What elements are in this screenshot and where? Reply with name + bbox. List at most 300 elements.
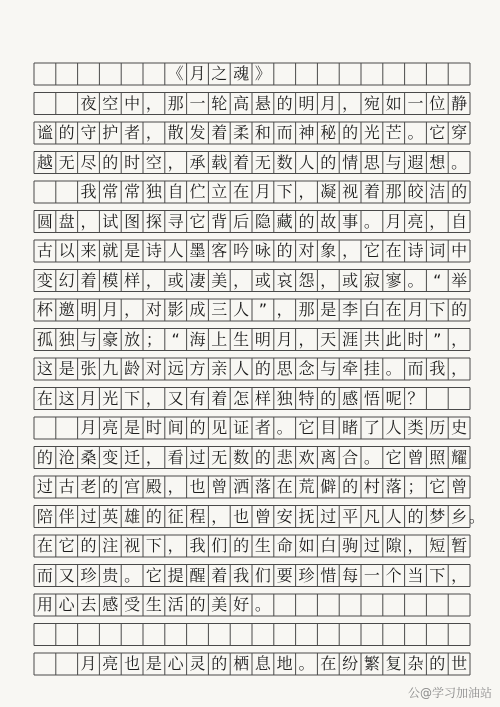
essay-char: 对 [145,359,162,378]
essay-char: 夜 [80,93,97,113]
essay-char: 举 [451,270,468,290]
essay-char: 。 [385,359,402,378]
essay-char: 英 [102,506,119,526]
essay-char: 的 [451,300,468,319]
essay-char: 的 [58,123,75,142]
essay-char: 明 [254,329,271,349]
essay-char: 客 [211,241,228,260]
essay-char: 间 [167,418,184,437]
essay-char: 曾 [407,447,424,467]
essay-char: 位 [429,93,446,113]
essay-char: 九 [102,359,119,378]
essay-char: 历 [429,418,446,437]
essay-char: 牵 [342,359,359,378]
essay-char: 过 [363,536,380,555]
essay-char: 与 [385,152,402,172]
essay-char: 守 [80,123,97,142]
essay-char: 们 [211,536,228,555]
essay-char: ， [451,359,468,378]
essay-char: 暂 [451,536,468,555]
essay-char: ， [451,565,468,585]
essay-char: 无 [211,447,228,467]
essay-char: 它 [58,536,75,555]
essay-char: ， [145,270,162,290]
essay-char: 感 [102,595,119,614]
essay-char: 。 [407,270,424,290]
essay-char: 纷 [342,654,359,673]
essay-char: 遐 [407,152,424,172]
essay-char: 影 [167,300,184,319]
essay-char: 着 [363,182,380,201]
essay-char: 受 [124,595,141,614]
essay-char: 它 [363,241,380,260]
essay-char: 孤 [36,329,53,349]
essay-char: 珍 [298,565,315,585]
essay-char: 驹 [342,536,359,555]
essay-char: 命 [276,536,293,555]
essay-char: 又 [167,388,184,408]
essay-char: ， [80,211,97,231]
essay-char: 灵 [189,654,206,673]
essay-char: 在 [276,477,293,496]
essay-char: 载 [211,152,228,172]
essay-char: 谧 [36,123,53,142]
essay-char: 幻 [58,270,75,290]
essay-char: 月 [276,329,293,349]
essay-char: 那 [385,182,402,201]
essay-char: 乡 [451,506,468,526]
essay-char: 象 [320,241,337,260]
essay-char: 人 [233,300,250,319]
essay-char: 柔 [233,123,250,142]
essay-char: 芒 [385,123,402,142]
essay-char: 共 [363,329,380,349]
essay-char: 视 [342,182,359,201]
essay-char: 寂 [363,270,380,290]
essay-char: 生 [145,595,162,614]
essay-char: 下 [145,536,162,555]
essay-char: 月 [80,418,97,437]
essay-char: 的 [320,152,337,172]
essay-char: 光 [102,388,119,408]
essay-char: 三 [211,300,228,319]
essay-char: 的 [145,506,162,526]
essay-char: 那 [298,300,315,319]
essay-char: 人 [233,359,250,378]
essay-char: 僻 [320,477,337,496]
essay-char: 曾 [254,506,271,526]
essay-char: 无 [58,152,75,172]
essay-char: 目 [320,418,337,437]
essay-char: 》 [254,64,271,83]
essay-char: ， [145,93,162,113]
essay-char: 。 [276,418,293,437]
essay-char: 一 [189,93,206,113]
essay-char: ； [407,477,424,496]
essay-char: 之 [211,64,228,83]
essay-char: 圆 [36,211,53,231]
essay-char: 思 [276,359,293,378]
essay-char: 的 [189,595,206,614]
essay-char: 美 [211,595,228,614]
essay-char: 故 [320,211,337,231]
essay-char: 白 [363,300,380,319]
essay-char: 在 [320,654,337,673]
essay-char: 越 [36,152,53,172]
essay-char: 我 [189,536,206,555]
essay-char: 常 [102,182,119,201]
essay-char: 是 [124,418,141,437]
essay-char: 史 [451,418,468,437]
essay-char: 是 [145,654,162,673]
essay-char: 情 [342,152,359,172]
essay-char: 时 [407,329,424,349]
essay-char: 提 [167,565,184,585]
essay-char: 或 [342,270,359,290]
essay-char: 下 [276,182,293,201]
essay-char: 中 [451,241,468,260]
essay-char: 涯 [342,329,359,349]
essay-char: 宫 [124,477,141,496]
essay-char: 立 [211,182,228,201]
essay-char: 是 [320,300,337,319]
essay-char: 惜 [320,565,337,585]
essay-char: 独 [58,329,75,349]
essay-char: 生 [233,329,250,349]
essay-char: 下 [429,565,446,585]
essay-char: ， [298,182,315,201]
essay-char: ， [145,447,162,467]
essay-char: 空 [145,152,162,172]
essay-char: 吟 [233,241,250,260]
essay-char: 落 [254,477,271,496]
essay-char: “ [171,329,180,349]
essay-char: 桑 [80,447,97,467]
essay-char: 的 [451,182,468,201]
essay-char: 数 [233,447,250,467]
essay-char: 月 [80,388,97,408]
essay-char: ， [429,211,446,231]
essay-char: 寥 [385,270,402,290]
essay-char: ， [342,93,359,113]
essay-char: 抚 [298,506,315,526]
essay-char: 的 [342,477,359,496]
essay-char: 着 [80,270,97,290]
essay-char: 古 [36,241,53,260]
essay-char: 穿 [451,123,468,142]
essay-char: 的 [254,359,271,378]
essay-char: ” [433,329,442,349]
essay-char: 一 [363,565,380,585]
essay-char: 人 [385,418,402,437]
essay-char: 老 [80,477,97,496]
essay-char: 月 [385,211,402,231]
essay-char: ， [298,329,315,349]
essay-char: 生 [254,536,271,555]
essay-char: 以 [58,241,75,260]
essay-char: 要 [276,565,293,585]
essay-char: 过 [80,506,97,526]
essay-char: 洁 [429,182,446,201]
essay-char: 。 [407,123,424,142]
essay-char: 怨 [298,270,315,290]
essay-char: 如 [385,93,402,113]
essay-char: 魂 [233,64,250,83]
essay-char: ” [258,300,268,319]
essay-char: 静 [451,93,468,113]
essay-char: 寻 [167,211,184,231]
essay-char: 模 [102,270,119,290]
essay-char: 伫 [189,182,206,201]
essay-char: 程 [189,506,206,526]
essay-char: 梦 [429,506,446,526]
essay-char: 用 [36,595,53,614]
essay-char: 的 [211,654,228,673]
essay-char: 图 [124,211,141,231]
essay-char: 醒 [189,565,206,585]
essay-char: 龄 [124,359,141,378]
essay-char: 也 [233,506,250,526]
essay-char: 的 [189,418,206,437]
essay-char: 古 [58,477,75,496]
essay-char: 。 [468,506,485,526]
essay-char: 悬 [254,93,271,113]
essay-char: 而 [276,123,293,142]
essay-char: 去 [80,595,97,614]
essay-char: 放 [124,329,141,349]
essay-char: 皎 [407,182,424,201]
essay-char: 悟 [363,388,380,408]
essay-char: 下 [429,300,446,319]
essay-char: 念 [298,359,315,378]
essay-char: 荒 [298,477,315,496]
essay-char: 耀 [451,447,468,467]
essay-char: 思 [363,152,380,172]
essay-char: 张 [80,359,97,378]
essay-char: 而 [36,565,53,585]
essay-char: 的 [276,93,293,113]
essay-char: 凄 [189,270,206,290]
essay-char: 呢 [385,388,402,408]
essay-char: 想 [429,152,446,172]
essay-char: 神 [298,123,315,142]
essay-char: 证 [233,418,250,437]
essay-char: 李 [342,300,359,319]
essay-char: 变 [102,447,119,467]
essay-char: 息 [254,654,271,673]
essay-char: 曾 [211,477,228,496]
essay-char: 当 [407,565,424,585]
essay-char: 与 [320,359,337,378]
essay-char: 豪 [102,329,119,349]
essay-char: 独 [145,182,162,201]
essay-char: 天 [320,329,337,349]
essay-char: 光 [363,123,380,142]
essay-char: 过 [189,447,206,467]
essay-char: 样 [254,388,271,408]
essay-char: 轮 [211,93,228,113]
essay-char: ， [407,536,424,555]
essay-char: ， [167,536,184,555]
essay-char: 活 [167,595,184,614]
essay-char: ， [320,270,337,290]
essay-char: 过 [36,477,53,496]
essay-char: ， [167,477,184,496]
essay-char: 这 [36,359,53,378]
essay-char: 它 [189,211,206,231]
essay-char: 繁 [363,654,380,673]
essay-char: 。 [451,152,468,172]
essay-char: 征 [167,506,184,526]
essay-char: 欢 [298,447,315,467]
essay-char: 在 [233,182,250,201]
essay-char: 贵 [102,565,119,585]
essay-char: 尽 [80,152,97,172]
essay-char: ， [145,123,162,142]
essay-char: 月 [80,654,97,673]
essay-char: 护 [102,123,119,142]
essay-char: 自 [167,182,184,201]
essay-char: 背 [211,211,228,231]
essay-char: 月 [189,64,206,83]
essay-char: 下 [124,388,141,408]
essay-char: 珍 [80,565,97,585]
essay-char: 挂 [363,359,380,378]
essay-char: 陪 [36,506,53,526]
essay-char: ， [451,329,468,349]
essay-char: ， [211,506,228,526]
essay-char: 心 [167,654,184,673]
essay-char: 复 [385,654,402,673]
essay-char: 。 [363,211,380,231]
essay-char: 它 [429,123,446,142]
essay-char: 盘 [58,211,75,231]
essay-char: 着 [233,152,250,172]
essay-char: 远 [167,359,184,378]
essay-char: 殿 [145,477,162,496]
essay-char: 合 [342,447,359,467]
essay-char: 探 [145,211,162,231]
essay-char: 有 [189,388,206,408]
essay-char: 看 [167,447,184,467]
essay-char: 栖 [233,654,250,673]
essay-char: 亮 [407,211,424,231]
essay-char: 。 [298,654,315,673]
essay-char: 上 [211,329,228,349]
essay-char: 的 [276,241,293,260]
essay-char: 月 [254,182,271,201]
essay-char: 数 [276,152,293,172]
essay-char: 亲 [211,359,228,378]
essay-char: 睹 [342,418,359,437]
essay-char: ， [342,241,359,260]
essay-char: 在 [36,536,53,555]
essay-char: 试 [102,211,119,231]
essay-char: 哀 [276,270,293,290]
essay-char: 亮 [102,418,119,437]
essay-char: 雄 [124,506,141,526]
essay-char: ， [167,152,184,172]
essay-char: 我 [233,565,250,585]
essay-char: 而 [407,359,424,378]
essay-char: 心 [58,595,75,614]
essay-char: 宛 [363,93,380,113]
essay-char: 无 [254,152,271,172]
essay-char: 杯 [36,300,53,319]
essay-char: 短 [429,536,446,555]
essay-char: “ [433,270,442,290]
essay-char: 隐 [254,211,271,231]
essay-char: 的 [298,211,315,231]
essay-char: 特 [298,388,315,408]
essay-char: 落 [385,477,402,496]
essay-char: 的 [233,536,250,555]
essay-char: 时 [124,152,141,172]
essay-char: 。 [254,595,271,614]
essay-char: 此 [385,329,402,349]
essay-char: 或 [254,270,271,290]
essay-char: 人 [167,241,184,260]
essay-char: 它 [145,565,162,585]
essay-char: 的 [36,447,53,467]
essay-char: 后 [233,211,250,231]
essay-char: ， [276,300,293,319]
essay-char: 着 [211,388,228,408]
essay-char: 也 [189,477,206,496]
essay-char: 感 [342,388,359,408]
essay-char: 村 [363,477,380,496]
essay-char: 一 [407,93,424,113]
essay-char: 世 [451,654,468,673]
essay-char: 月 [320,93,337,113]
essay-char: 们 [254,565,271,585]
essay-char: 类 [407,418,424,437]
essay-char: 如 [298,536,315,555]
essay-char: 杂 [407,654,424,673]
essay-char: 秘 [320,123,337,142]
essay-char: 方 [189,359,206,378]
essay-char: 伴 [58,506,75,526]
essay-char: 是 [124,241,141,260]
essay-char: 地 [276,654,293,673]
essay-char: 它 [429,477,446,496]
essay-char: 沧 [58,447,75,467]
essay-char: 诗 [145,241,162,260]
essay-char: 见 [211,418,228,437]
essay-char: 这 [58,388,75,408]
essay-char: 着 [211,123,228,142]
essay-char: 与 [80,329,97,349]
essay-char: 迁 [124,447,141,467]
essay-char: 洒 [233,477,250,496]
essay-char: 过 [320,506,337,526]
essay-char: 成 [189,300,206,319]
essay-char: 或 [167,270,184,290]
essay-char: 月 [407,300,424,319]
essay-char: 是 [58,359,75,378]
essay-char: 者 [124,123,141,142]
essay-char: 月 [102,300,119,319]
watermark: 公@学习加油站 [407,686,492,700]
essay-char: 亮 [102,654,119,673]
essay-char: 在 [36,388,53,408]
essay-char: 海 [189,329,206,349]
essay-char: 它 [385,447,402,467]
essay-char: 空 [102,93,119,113]
essay-char: 在 [385,241,402,260]
essay-char: 曾 [451,477,468,496]
essay-char: 的 [102,152,119,172]
